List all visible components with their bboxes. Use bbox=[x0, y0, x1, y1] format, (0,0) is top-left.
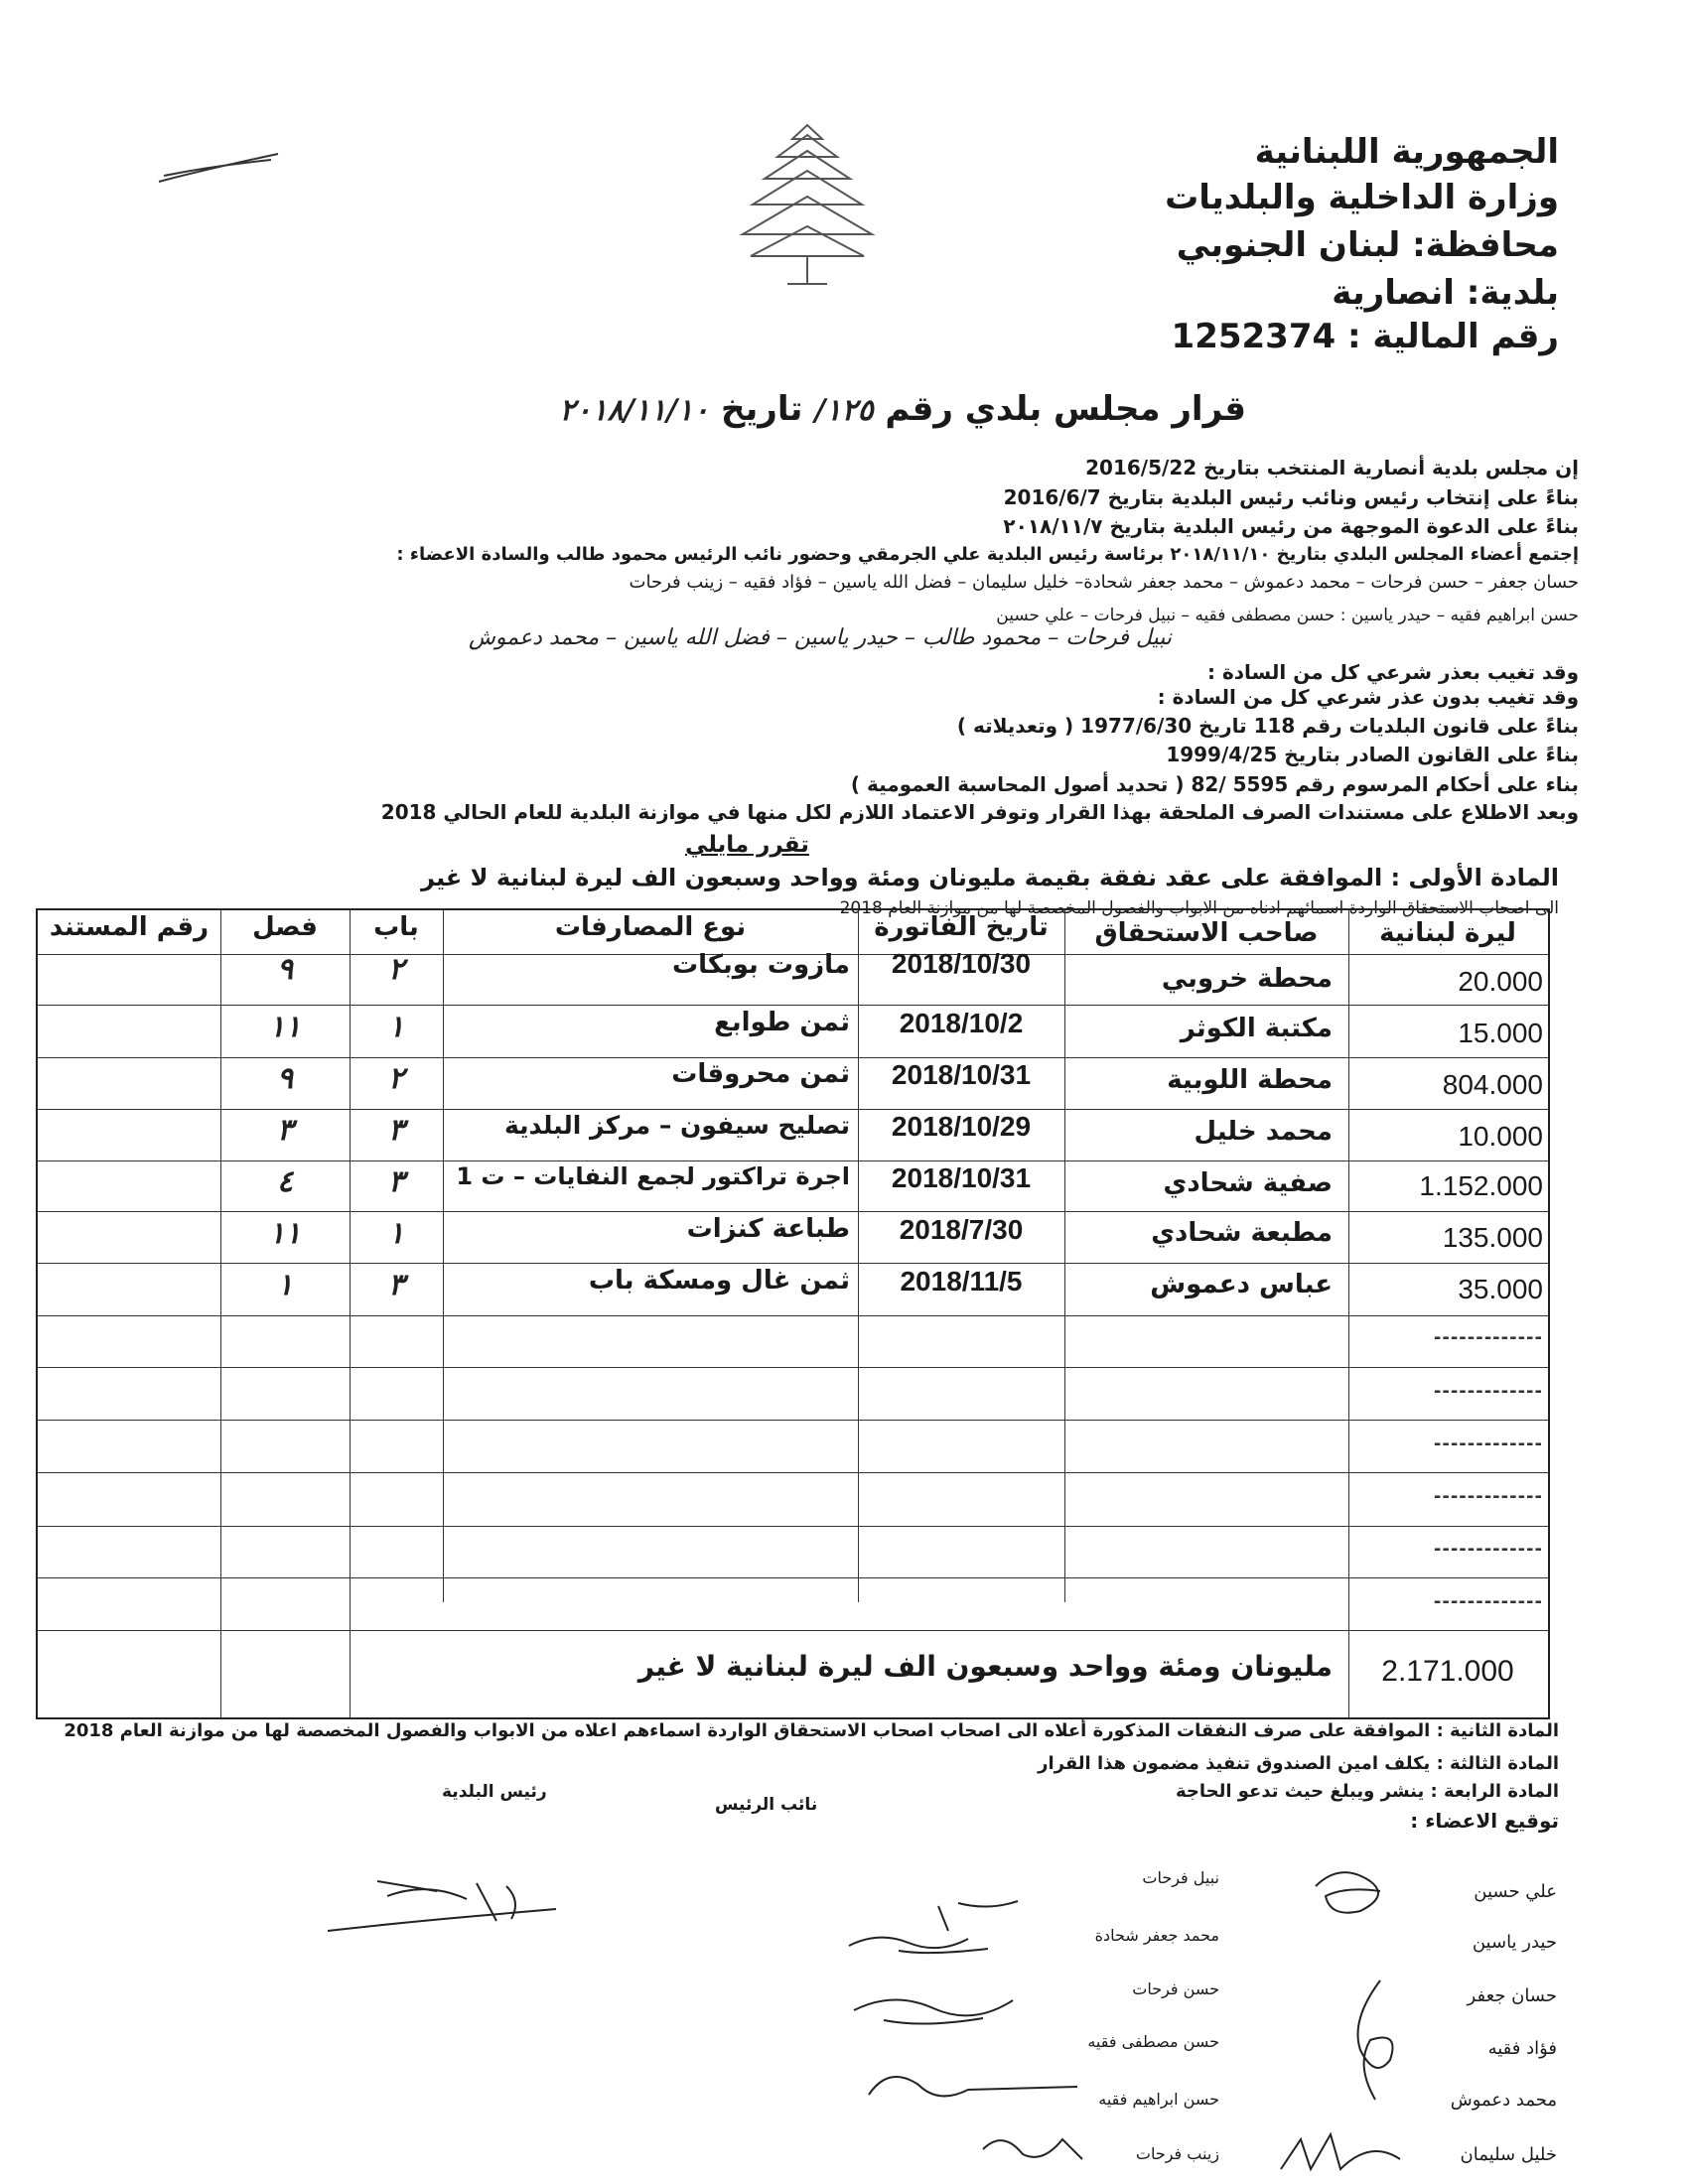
cell-section: ٣ bbox=[276, 1113, 294, 1148]
article-1-line-1: المادة الأولى : الموافقة على عقد نفقة بقيمة مليونان ومئة وواحد وسبعون الف ليرة لبنانية لا غير bbox=[421, 864, 1559, 891]
cell-section: ١ bbox=[276, 1268, 294, 1302]
cell-beneficiary: صفية شحادي bbox=[1163, 1168, 1333, 1198]
cell-amount: 804.000 bbox=[1442, 1069, 1543, 1100]
member-signature-name: حسن ابراهيم فقيه bbox=[1098, 2090, 1219, 2109]
member-signature bbox=[1331, 1971, 1410, 2110]
col-header-invoice-date: تاريخ الفاتورة bbox=[874, 912, 1049, 942]
expenses-table bbox=[36, 908, 1550, 1719]
empty-amount-dash: ------------- bbox=[1433, 1591, 1543, 1612]
cell-chapter: ٣ bbox=[387, 1113, 405, 1148]
cell-expense-type: تصليح سيفون – مركز البلدية bbox=[503, 1111, 850, 1140]
cell-expense-type: مازوت بوبكات bbox=[671, 950, 850, 980]
cell-chapter: ٢ bbox=[387, 952, 405, 987]
preamble-line-1: إن مجلس بلدية أنصارية المنتخب بتاريخ 2016/5/22 bbox=[1085, 456, 1579, 479]
cell-section: ٤ bbox=[276, 1164, 294, 1199]
member-signature bbox=[839, 1891, 1048, 1961]
col-header-doc-number: رقم المستند bbox=[49, 912, 210, 942]
decision-date-hand: ٢٠١٨/١١/١٠ bbox=[559, 393, 710, 428]
cell-chapter: ١ bbox=[387, 1216, 405, 1251]
cell-amount: 1.152.000 bbox=[1419, 1170, 1543, 1201]
preamble-line-6: حسن ابراهيم فقيه – حيدر ياسين : حسن مصطفى فقيه – نبيل فرحات – علي حسين bbox=[996, 606, 1579, 625]
preamble-line-5: حسان جعفر – حسن فرحات – محمد دعموش – محمد جعفر شحادة– خليل سليمان – فضل الله ياسين – فؤاد فقيه – زينب فرحات bbox=[629, 572, 1579, 593]
absent-members-hand: نبيل فرحات – محمود طالب – حيدر ياسين – فضل الله ياسين – محمد دعموش bbox=[469, 625, 1172, 650]
cell-amount: 15.000 bbox=[1458, 1018, 1543, 1048]
member-signature-name: علي حسين bbox=[1474, 1881, 1557, 1902]
cell-beneficiary: مكتبة الكوثر bbox=[1180, 1014, 1333, 1043]
cell-invoice-date: 2018/11/5 bbox=[900, 1266, 1023, 1297]
member-signature-name: نبيل فرحات bbox=[1142, 1868, 1219, 1887]
cell-amount: 20.000 bbox=[1458, 966, 1543, 997]
member-signature-name: زينب فرحات bbox=[1135, 2144, 1219, 2163]
col-header-section: فصل bbox=[252, 912, 318, 942]
member-signature-name: حسان جعفر bbox=[1467, 1985, 1557, 2006]
cell-expense-type: ثمن محروقات bbox=[671, 1059, 850, 1089]
president-label: رئيس البلدية bbox=[442, 1782, 547, 1802]
preamble-line-4: إجتمع أعضاء المجلس البلدي بتاريخ ٢٠١٨/١١/١٠ برئاسة رئيس البلدية علي الجرمقي وحضور نائب الرئيس محمود طالب والسادة الاعضاء : bbox=[396, 544, 1579, 565]
col-header-amount: ليرة لبنانية bbox=[1379, 918, 1516, 948]
signatures-title: توقيع الاعضاء : bbox=[1410, 1809, 1559, 1833]
preamble-line-3: بناءً على الدعوة الموجهة من رئيس البلدية بتاريخ ٢٠١٨/١١/٧ bbox=[1003, 514, 1579, 538]
cell-chapter: ٣ bbox=[387, 1268, 405, 1302]
decision-title: قرار مجلس بلدي رقم ١٢٥/ تاريخ ٢٠١٨/١١/١٠ bbox=[559, 389, 1246, 429]
cell-amount: 135.000 bbox=[1442, 1222, 1543, 1253]
empty-amount-dash: ------------- bbox=[1433, 1327, 1543, 1348]
cell-expense-type: اجرة تراكتور لجمع النفايات – ت 1 bbox=[456, 1162, 850, 1190]
col-header-beneficiary: صاحب الاستحقاق bbox=[1094, 918, 1319, 948]
article-3: المادة الثالثة : يكلف امين الصندوق تنفيذ مضمون هذا القرار bbox=[1038, 1753, 1559, 1774]
top-left-scribble bbox=[154, 144, 283, 189]
preamble-line-12: وبعد الاطلاع على مستندات الصرف الملحقة بهذا القرار وتوفر الاعتماد اللازم لكل منها في موازنة البلدية للعام الحالي 2018 bbox=[380, 800, 1579, 824]
member-signature-name: خليل سليمان bbox=[1460, 2144, 1557, 2165]
preamble-line-8: وقد تغيب بدون عذر شرعي كل من السادة : bbox=[1157, 685, 1579, 709]
cell-chapter: ٣ bbox=[387, 1164, 405, 1199]
member-signature-name: حسن مصطفى فقيه bbox=[1087, 2032, 1219, 2051]
article-2: المادة الثانية : الموافقة على صرف النفقات المذكورة أعلاه الى اصحاب اصحاب الاستحقاق الواردة اسماءهم اعلاه من الابواب والفصول المخصصة لها من موازنة العام 2018 bbox=[64, 1720, 1559, 1741]
cell-beneficiary: محطة اللوبية bbox=[1167, 1065, 1333, 1095]
empty-amount-dash: ------------- bbox=[1433, 1381, 1543, 1402]
member-signature-name: حسن فرحات bbox=[1132, 1979, 1219, 1998]
cell-chapter: ٢ bbox=[387, 1061, 405, 1096]
col-header-chapter: باب bbox=[373, 912, 419, 942]
cell-beneficiary: عباس دعموش bbox=[1150, 1270, 1333, 1299]
article-4: المادة الرابعة : ينشر ويبلغ حيث تدعو الحاجة bbox=[1175, 1781, 1559, 1802]
empty-amount-dash: ------------- bbox=[1433, 1486, 1543, 1507]
vice-president-label: نائب الرئيس bbox=[715, 1795, 818, 1815]
preamble-line-11: بناء على أحكام المرسوم رقم 5595 /82 ( تحديد أصول المحاسبة العمومية ) bbox=[850, 772, 1579, 796]
total-amount: 2.171.000 bbox=[1381, 1655, 1514, 1688]
ministry-title: وزارة الداخلية والبلديات bbox=[1165, 178, 1559, 217]
member-signature bbox=[973, 2119, 1092, 2169]
cell-beneficiary: محمد خليل bbox=[1194, 1117, 1333, 1147]
cell-invoice-date: 2018/10/2 bbox=[899, 1008, 1024, 1038]
empty-amount-dash: ------------- bbox=[1433, 1539, 1543, 1560]
member-signature-name: محمد دعموش bbox=[1450, 2090, 1557, 2111]
republic-title: الجمهورية اللبنانية bbox=[1254, 132, 1559, 172]
cell-invoice-date: 2018/10/29 bbox=[891, 1111, 1032, 1142]
cell-expense-type: ثمن طوابع bbox=[714, 1008, 850, 1037]
cell-expense-type: طباعة كنزات bbox=[686, 1214, 850, 1244]
member-signature bbox=[859, 2055, 1087, 2115]
preamble-line-2: بناءً على إنتخاب رئيس ونائب رئيس البلدية بتاريخ 2016/6/7 bbox=[1003, 485, 1579, 509]
preamble-line-7: وقد تغيب بعذر شرعي كل من السادة : bbox=[1207, 660, 1579, 684]
cell-section: ٩ bbox=[276, 952, 294, 987]
president-signature bbox=[318, 1861, 566, 1941]
finance-number: رقم المالية : 1252374 bbox=[1171, 317, 1559, 356]
preamble-line-9: بناءً على قانون البلديات رقم 118 تاريخ 1977/6/30 ( وتعديلاته ) bbox=[956, 714, 1579, 738]
member-signature bbox=[1271, 2119, 1410, 2179]
member-signature bbox=[1301, 1856, 1410, 1926]
col-header-expense-type: نوع المصارفات bbox=[554, 912, 747, 942]
cell-chapter: ١ bbox=[387, 1010, 405, 1044]
member-signature-name: حيدر ياسين bbox=[1472, 1932, 1557, 1953]
cell-invoice-date: 2018/10/30 bbox=[891, 948, 1032, 979]
cell-section: ٩ bbox=[276, 1061, 294, 1096]
cell-section: ١١ bbox=[268, 1216, 302, 1251]
cell-beneficiary: مطبعة شحادي bbox=[1151, 1218, 1333, 1248]
governorate-label: محافظة: لبنان الجنوبي bbox=[1176, 225, 1559, 265]
preamble-line-10: بناءً على القانون الصادر بتاريخ 1999/4/25 bbox=[1166, 743, 1579, 766]
municipality-label: بلدية: انصارية bbox=[1332, 273, 1559, 313]
cell-expense-type: ثمن غال ومسكة باب bbox=[588, 1266, 850, 1296]
cell-amount: 10.000 bbox=[1458, 1121, 1543, 1152]
decision-number-hand: ١٢٥/ bbox=[814, 393, 874, 428]
member-signature-name: محمد جعفر شحادة bbox=[1094, 1926, 1219, 1945]
total-words: مليونان ومئة وواحد وسبعون الف ليرة لبنانية لا غير bbox=[637, 1650, 1333, 1683]
article-1-line-2: الى اصحاب الاستحقاق الواردة اسمائهم ادناه من الابواب والفصول المخصصة لها من موازنة العام 2018 bbox=[839, 898, 1559, 918]
cell-section: ١١ bbox=[268, 1010, 302, 1044]
empty-amount-dash: ------------- bbox=[1433, 1433, 1543, 1454]
cedar-emblem-icon bbox=[733, 117, 882, 291]
cell-invoice-date: 2018/7/30 bbox=[899, 1214, 1024, 1245]
cell-beneficiary: محطة خروبي bbox=[1161, 964, 1333, 994]
member-signature-name: فؤاد فقيه bbox=[1487, 2038, 1557, 2059]
cell-invoice-date: 2018/10/31 bbox=[891, 1162, 1032, 1193]
member-signature bbox=[844, 1971, 1043, 2030]
cell-amount: 35.000 bbox=[1458, 1274, 1543, 1304]
cell-invoice-date: 2018/10/31 bbox=[891, 1059, 1032, 1090]
decides-heading: تقرر مايلي bbox=[685, 832, 809, 858]
